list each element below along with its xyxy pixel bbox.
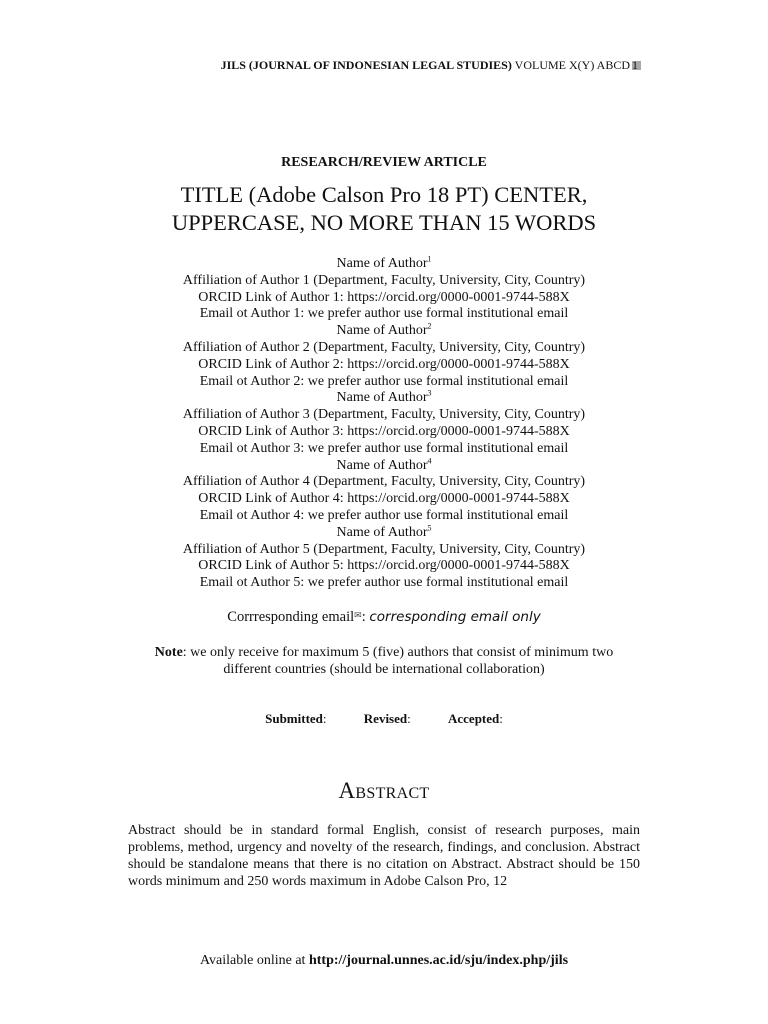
author-name-1: Name of Author$^1$ — [336, 254, 432, 271]
submitted-field: Submitted: — [265, 711, 327, 726]
corresponding-email[interactable]: corresponding email only — [369, 609, 541, 625]
submission-dates — [0, 711, 768, 727]
corresponding-email-line: Corrresponding email✉: corresponding email only — [227, 609, 541, 625]
accepted-field: Accepted: — [448, 711, 503, 726]
author-orcid-5[interactable]: ORCID Link of Author 5: https://orcid.org/0000-0001-9744-588X — [198, 558, 570, 574]
author-name-5: Name of Author$^5$ — [336, 523, 432, 540]
author-orcid-3[interactable]: ORCID Link of Author 3: https://orcid.org/0000-0001-9744-588X — [198, 423, 570, 439]
note-line-1: : we only receive for maximum 5 (five) authors that consist of minimum two — [182, 645, 614, 660]
page-footer — [0, 953, 768, 969]
author-name-3: Name of Author$^3$ — [336, 388, 432, 406]
note-line-2: different countries (should be international collaboration) — [223, 661, 545, 677]
author-orcid-2[interactable]: ORCID Link of Author 2: https://orcid.org/0000-0001-9744-588X — [198, 356, 570, 372]
author-name-2: Name of Author$^2$ — [336, 321, 432, 339]
author-affiliation-4: Affiliation of Author 4 (Department, Faculty, University, City, Country) — [182, 474, 586, 490]
author-email-5: Email ot Author 5: we prefer author use formal institutional email — [199, 575, 569, 591]
title-line-1: TITLE (Adobe Calson Pro 18 PT) CENTER, — [180, 182, 588, 207]
author-email-2: Email ot Author 2: we prefer author use formal institutional email — [199, 373, 569, 389]
footer-prefix: Available online at — [199, 953, 306, 968]
corresponding-label: Corrresponding email — [227, 609, 355, 625]
running-header — [221, 58, 641, 73]
volume-info: VOLUME X(Y) ABCD — [514, 58, 630, 72]
page-number: 1 — [632, 58, 638, 72]
journal-url-link[interactable]: http://journal.unnes.ac.id/sju/index.php/jils — [308, 953, 569, 968]
author-block — [0, 256, 768, 592]
abstract-heading: Abstract — [338, 778, 430, 803]
revised-field: Revised: — [363, 711, 411, 726]
author-orcid-1[interactable]: ORCID Link of Author 1: https://orcid.org/0000-0001-9744-588X — [198, 289, 570, 305]
author-email-1: Email ot Author 1: we prefer author use formal institutional email — [199, 306, 569, 322]
author-note — [0, 645, 768, 678]
abstract-text: Abstract should be in standard formal English, consist of research purposes, main problems, method, urgency and novelty of the research, findings, and conclusion. Abstract should be standalone means that there is no citation on Abstract. Abstract should be 150 words minimum and 250 words maximum in Adobe Calson Pro, 12 — [128, 823, 640, 889]
note-label: Note — [154, 645, 183, 660]
author-email-4: Email ot Author 4: we prefer author use formal institutional email — [199, 507, 569, 523]
author-affiliation-5: Affiliation of Author 5 (Department, Faculty, University, City, Country) — [182, 541, 586, 557]
article-title — [0, 181, 768, 237]
title-line-2: UPPERCASE, NO MORE THAN 15 WORDS — [171, 210, 597, 235]
article-type: RESEARCH/REVIEW ARTICLE — [281, 155, 487, 170]
journal-name: JILS (JOURNAL OF INDONESIAN LEGAL STUDIES) — [220, 58, 512, 72]
author-name-4: Name of Author$^4$ — [336, 455, 432, 473]
author-affiliation-1: Affiliation of Author 1 (Department, Faculty, University, City, Country) — [182, 272, 586, 288]
envelope-icon: ✉ — [354, 610, 362, 620]
author-affiliation-3: Affiliation of Author 3 (Department, Faculty, University, City, Country) — [182, 407, 586, 423]
author-orcid-4[interactable]: ORCID Link of Author 4: https://orcid.org/0000-0001-9744-588X — [198, 491, 570, 507]
author-email-3: Email ot Author 3: we prefer author use formal institutional email — [199, 440, 569, 456]
author-affiliation-2: Affiliation of Author 2 (Department, Faculty, University, City, Country) — [182, 339, 586, 355]
